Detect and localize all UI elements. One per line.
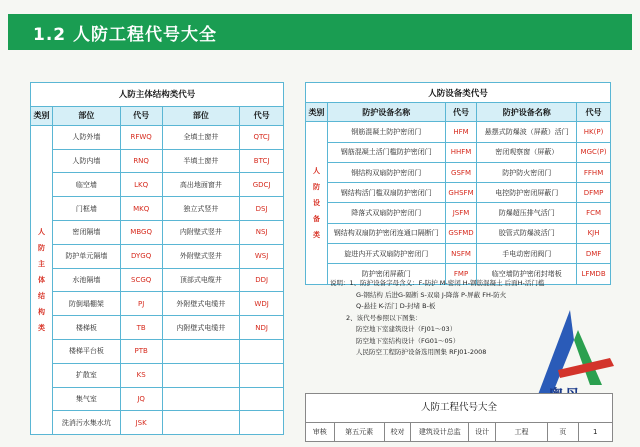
column-header-code: 代号 <box>445 103 477 122</box>
title-block-cell: 第五元素 <box>335 423 385 441</box>
title-block-row <box>306 423 612 441</box>
code-cell: MGC(P) <box>577 142 611 162</box>
structure-table-caption: 人防主体结构类代号 <box>31 83 284 107</box>
table-row <box>31 244 284 268</box>
table-row <box>306 203 611 223</box>
table-row <box>306 122 611 142</box>
table-row <box>31 173 284 197</box>
section-header-bar <box>8 14 632 50</box>
column-header-equipment-name: 防护设备名称 <box>327 103 445 122</box>
note-line: Q-悬挂 K-活门 D-封堵 B-板 <box>356 302 436 310</box>
part-name-cell: 高出地面窗井 <box>162 173 240 197</box>
title-block-cell: 建筑设计总监 <box>411 423 469 441</box>
code-cell: PJ <box>120 292 162 316</box>
code-cell <box>240 387 284 411</box>
part-name-cell: 电控防护密闭屏蔽门 <box>477 183 577 203</box>
part-name-cell: 集气室 <box>52 387 120 411</box>
table-row <box>306 223 611 243</box>
part-name-cell: 外附壁式竖井 <box>162 244 240 268</box>
title-block-cell: 页 <box>548 423 579 441</box>
note-line: G-钢结构 后进G-隔断 S-双扇 J-降落 P-屏蔽 FH-防火 <box>356 290 507 299</box>
part-name-cell: 手电动密闭阀门 <box>477 244 577 264</box>
code-cell: DYGQ <box>120 244 162 268</box>
column-header-equipment-name: 防护设备名称 <box>477 103 577 122</box>
code-cell: DSJ <box>240 197 284 221</box>
part-name-cell: 钢筋混凝土活门槛防护密闭门 <box>327 142 445 162</box>
code-cell: HHFM <box>445 142 477 162</box>
table-row <box>31 292 284 316</box>
part-name-cell: 人防外墙 <box>52 125 120 149</box>
code-cell: SCGQ <box>120 268 162 292</box>
code-cell: LFMDB <box>577 264 611 284</box>
category-cell: 人防设备类 <box>306 122 328 284</box>
code-cell: JSFM <box>445 203 477 223</box>
table-row <box>306 162 611 182</box>
part-name-cell: 钢结构活门槛双扇防护密闭门 <box>327 183 445 203</box>
code-cell: RNQ <box>120 149 162 173</box>
code-cell: KJH <box>577 223 611 243</box>
section-title: 1.2 人防工程代号大全 <box>33 25 218 45</box>
part-name-cell: 水池隔墙 <box>52 268 120 292</box>
code-cell: JQ <box>120 387 162 411</box>
code-cell: GSFM <box>445 162 477 182</box>
title-block-cell: 1 <box>593 428 598 436</box>
note-line: 说明：1、防护设备字母含义：F-防护 M-密闭 H-钢筋混凝土 后面H-活门槛 <box>330 279 545 287</box>
table-row <box>31 220 284 244</box>
part-name-cell <box>162 387 240 411</box>
part-name-cell: 顶部式电缆井 <box>162 268 240 292</box>
table-row <box>306 244 611 264</box>
code-cell: QTCJ <box>240 125 284 149</box>
code-cell: NSJ <box>240 220 284 244</box>
code-cell: WDJ <box>240 292 284 316</box>
code-cell: PTB <box>120 339 162 363</box>
part-name-cell: 扩散室 <box>52 363 120 387</box>
code-cell: NSFM <box>445 244 477 264</box>
code-cell: MKQ <box>120 197 162 221</box>
part-name-cell: 钢筋混凝土防护密闭门 <box>327 122 445 142</box>
column-header-code: 代号 <box>240 106 284 125</box>
column-header-category: 类别 <box>306 103 328 122</box>
part-name-cell: 门框墙 <box>52 197 120 221</box>
code-cell: GSFMD <box>445 223 477 243</box>
part-name-cell: 半填土窗井 <box>162 149 240 173</box>
code-cell: HK(P) <box>577 122 611 142</box>
title-block-cell: 校对 <box>385 423 412 441</box>
code-cell: MBGQ <box>120 220 162 244</box>
title-block-title: 人防工程代号大全 <box>306 394 612 423</box>
code-cell: DDJ <box>240 268 284 292</box>
part-name-cell: 悬摆式防爆波（屏蔽）活门 <box>477 122 577 142</box>
code-cell: DFMP <box>577 183 611 203</box>
code-cell: JSK <box>120 411 162 435</box>
code-cell: LKQ <box>120 173 162 197</box>
part-name-cell: 胶管式防爆波活门 <box>477 223 577 243</box>
code-cell <box>240 411 284 435</box>
part-name-cell: 独立式竖井 <box>162 197 240 221</box>
code-cell: TB <box>120 316 162 340</box>
part-name-cell: 临空墙 <box>52 173 120 197</box>
part-name-cell <box>162 411 240 435</box>
part-name-cell: 楼梯板 <box>52 316 120 340</box>
structure-code-table <box>30 82 284 435</box>
table-row <box>31 411 284 435</box>
code-cell: HFM <box>445 122 477 142</box>
table-row <box>31 125 284 149</box>
code-cell: NDJ <box>240 316 284 340</box>
table-row <box>31 363 284 387</box>
part-name-cell <box>162 339 240 363</box>
category-cell: 人防主体结构类 <box>31 125 53 434</box>
part-name-cell: 密闭观察窗（屏蔽） <box>477 142 577 162</box>
code-cell: FCM <box>577 203 611 223</box>
code-cell <box>240 363 284 387</box>
drawing-title-block <box>305 393 613 442</box>
code-cell: WSJ <box>240 244 284 268</box>
part-name-cell: 旋进内开式双扇防护密闭门 <box>327 244 445 264</box>
code-cell: GHSFM <box>445 183 477 203</box>
part-name-cell: 密闭隔墙 <box>52 220 120 244</box>
part-name-cell: 防护密闭屏蔽门 <box>327 264 445 284</box>
note-line: 防空地下室建筑设计（FJ01～03） <box>356 325 457 333</box>
part-name-cell: 洗消污水集水坑 <box>52 411 120 435</box>
code-cell: DMF <box>577 244 611 264</box>
table-row <box>306 183 611 203</box>
note-line: 人民防空工程防护设备选用图集 RFJ01-2008 <box>356 348 487 356</box>
code-cell: KS <box>120 363 162 387</box>
title-block-cell: 设计 <box>469 423 496 441</box>
part-name-cell: 防护防火密闭门 <box>477 162 577 182</box>
part-name-cell: 防护单元隔墙 <box>52 244 120 268</box>
column-header-part: 部位 <box>162 106 240 125</box>
code-cell: GDCJ <box>240 173 284 197</box>
code-cell: FMP <box>445 264 477 284</box>
part-name-cell: 内附壁式竖井 <box>162 220 240 244</box>
table-row <box>31 197 284 221</box>
code-cell <box>240 339 284 363</box>
part-name-cell: 钢结构双扇防护密闭连通口隔断门 <box>327 223 445 243</box>
note-line: 2、该代号参照以下图集： <box>346 313 422 322</box>
code-cell: FFHM <box>577 162 611 182</box>
table-row <box>31 268 284 292</box>
table-row <box>306 142 611 162</box>
column-header-code: 代号 <box>577 103 611 122</box>
equipment-code-table <box>305 82 611 285</box>
part-name-cell: 外附壁式电缆井 <box>162 292 240 316</box>
equipment-table-caption: 人防设备类代号 <box>306 83 611 103</box>
part-name-cell: 楼梯平台板 <box>52 339 120 363</box>
part-name-cell: 临空墙防护密闭封堵板 <box>477 264 577 284</box>
part-name-cell: 降落式双扇防护密闭门 <box>327 203 445 223</box>
part-name-cell: 钢结构双扇防护密闭门 <box>327 162 445 182</box>
part-name-cell: 防爆超压排气活门 <box>477 203 577 223</box>
table-row <box>31 316 284 340</box>
part-name-cell: 内附壁式电缆井 <box>162 316 240 340</box>
column-header-category: 类别 <box>31 106 53 125</box>
column-header-part: 部位 <box>52 106 120 125</box>
part-name-cell: 人防内墙 <box>52 149 120 173</box>
code-cell: RFWQ <box>120 125 162 149</box>
part-name-cell: 全填土窗井 <box>162 125 240 149</box>
note-line: 防空地下室结构设计（FG01～05） <box>356 336 460 345</box>
column-header-code: 代号 <box>120 106 162 125</box>
table-row <box>31 387 284 411</box>
title-block-cell: 审核 <box>306 423 335 441</box>
part-name-cell <box>162 363 240 387</box>
table-row <box>31 149 284 173</box>
code-cell: BTCJ <box>240 149 284 173</box>
part-name-cell: 防倒塌棚架 <box>52 292 120 316</box>
title-block-cell: 工程 <box>496 423 548 441</box>
table-row <box>31 339 284 363</box>
